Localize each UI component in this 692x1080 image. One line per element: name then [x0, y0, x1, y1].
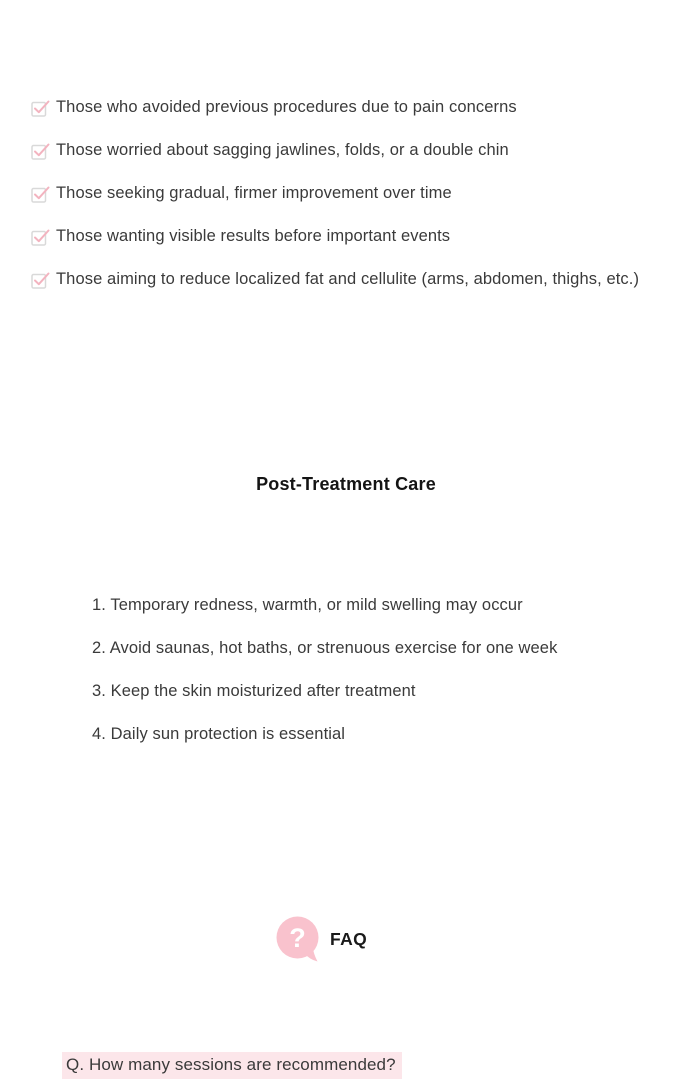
post-treatment-care-list [92, 584, 557, 756]
checkbox-checked-icon [31, 228, 51, 246]
post-treatment-care-title: Post-Treatment Care [256, 474, 436, 494]
target-audience-list [31, 86, 639, 301]
list-item [31, 172, 639, 215]
list-item [31, 258, 639, 301]
list-item-label: 1. Temporary redness, warmth, or mild swelling may occur [92, 596, 523, 614]
faq-question-row [62, 1052, 402, 1079]
checkbox-checked-icon [31, 142, 51, 160]
list-item [92, 584, 557, 627]
question-mark-speech-bubble-icon [276, 916, 323, 963]
faq-section-header [276, 916, 367, 963]
checkbox-checked-icon [31, 99, 51, 117]
list-item [92, 627, 557, 670]
list-item [31, 129, 639, 172]
checkbox-checked-icon [31, 271, 51, 289]
list-item [31, 86, 639, 129]
svg-text:?: ? [289, 923, 306, 953]
list-item-label: Those seeking gradual, firmer improvement over time [56, 184, 452, 202]
list-item [92, 670, 557, 713]
faq-title: FAQ [330, 929, 368, 949]
list-item-label: 2. Avoid saunas, hot baths, or strenuous exercise for one week [92, 639, 558, 657]
list-item-label: Those worried about sagging jawlines, folds, or a double chin [56, 141, 509, 159]
faq-question-text: Q. How many sessions are recommended? [62, 1052, 402, 1079]
list-item-label: Those who avoided previous procedures due to pain concerns [56, 98, 517, 116]
checkbox-checked-icon [31, 185, 51, 203]
list-item [92, 713, 557, 756]
list-item-label: Those wanting visible results before important events [56, 227, 451, 245]
list-item [31, 215, 639, 258]
list-item-label: Those aiming to reduce localized fat and cellulite (arms, abdomen, thighs, etc.) [56, 270, 640, 288]
list-item-label: 4. Daily sun protection is essential [92, 725, 346, 743]
list-item-label: 3. Keep the skin moisturized after treatment [92, 682, 416, 700]
